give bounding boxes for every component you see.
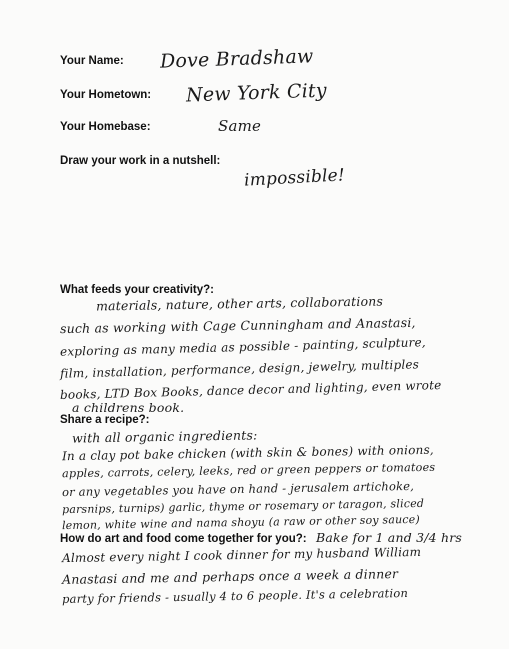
recipe-line: parsnips, turnips) garlic, thyme or rosemary or taragon, sliced <box>61 496 425 517</box>
artfood-line: party for friends - usually 4 to 6 people. It's a celebration <box>61 585 409 607</box>
recipe-line: with all organic ingredients: <box>71 427 258 446</box>
homebase-label: Your Homebase: <box>60 121 151 133</box>
creativity-line: film, installation, performance, design, jewelry, multiples <box>59 357 420 381</box>
creativity-line: such as working with Cage Cunningham and Anastasi, <box>59 314 416 337</box>
recipe-line: or any vegetables you have on hand - jerusalem artichoke, <box>61 478 415 500</box>
recipe-label: Share a recipe?: <box>60 414 150 426</box>
artfood-label: How do art and food come together for you?: <box>60 533 307 545</box>
hometown-label: Your Hometown: <box>60 89 152 101</box>
name-value: Dove Bradshaw <box>159 45 314 73</box>
artfood-line: Almost every night I cook dinner for my husband William <box>61 544 422 566</box>
recipe-line: In a clay pot bake chicken (with skin & bones) with onions, <box>61 442 435 464</box>
creativity-line: exploring as many media as possible - painting, sculpture, <box>59 335 427 359</box>
recipe-line: lemon, white wine and nama shoyu (a raw or other soy sauce) <box>61 512 421 533</box>
creativity-line: materials, nature, other arts, collaborations <box>95 293 384 314</box>
homebase-value: Same <box>218 117 262 135</box>
recipe-line: apples, carrots, celery, leeks, red or green peppers or tomatoes <box>61 460 436 481</box>
nutshell-label: Draw your work in a nutshell: <box>60 155 221 167</box>
hometown-value: New York City <box>185 79 328 107</box>
creativity-line: books, LTD Box Books, dance decor and lighting, even wrote <box>59 378 442 402</box>
creativity-line: a childrens book. <box>72 400 185 415</box>
creativity-label: What feeds your creativity?: <box>60 284 215 296</box>
name-label: Your Name: <box>60 55 124 67</box>
bake-note: Bake for 1 and 3/4 hrs <box>316 530 463 545</box>
artfood-line: Anastasi and me and perhaps once a week a dinner <box>61 566 399 587</box>
nutshell-value: impossible! <box>243 165 346 191</box>
